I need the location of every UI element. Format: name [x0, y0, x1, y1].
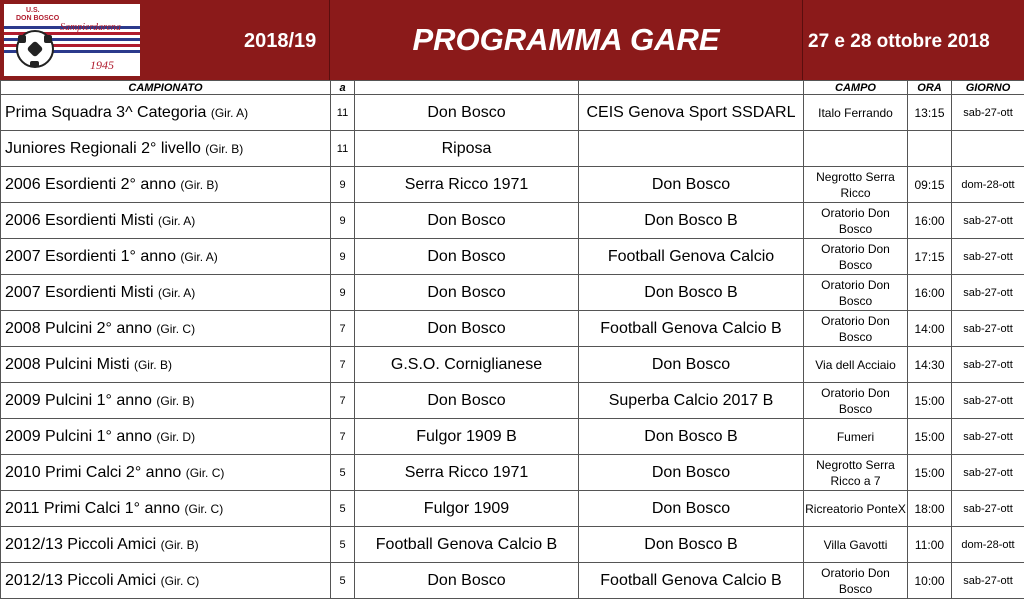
cell-campionato — [1, 131, 331, 167]
cell-a: 7 — [331, 383, 355, 419]
girone-label: (Gir. A) — [180, 249, 218, 264]
cell-campionato — [1, 167, 331, 203]
cell-campionato — [1, 419, 331, 455]
cell-campo: Oratorio Don Bosco — [804, 563, 908, 599]
table-row — [1, 527, 1024, 563]
col-header-a: a — [331, 81, 355, 95]
cell-away-team: Football Genova Calcio — [579, 239, 804, 275]
cell-ora: 13:15 — [908, 95, 952, 131]
cell-home-team: Serra Ricco 1971 — [355, 167, 579, 203]
cell-giorno: sab-27-ott — [952, 563, 1024, 599]
cell-away-team: Don Bosco B — [579, 275, 804, 311]
campionato-name: 2008 Pulcini Misti — [5, 355, 130, 373]
cell-a: 7 — [331, 311, 355, 347]
cell-a: 9 — [331, 239, 355, 275]
cell-campionato — [1, 203, 331, 239]
campionato-name: 2008 Pulcini 2° anno — [5, 319, 152, 337]
cell-campo: Oratorio Don Bosco — [804, 311, 908, 347]
girone-label: (Gir. A) — [210, 105, 249, 120]
table-row — [1, 455, 1024, 491]
cell-away-team: Don Bosco B — [579, 419, 804, 455]
cell-away-team: Don Bosco — [579, 347, 804, 383]
cell-home-team: Football Genova Calcio B — [355, 527, 579, 563]
cell-home-team: G.S.O. Corniglianese — [355, 347, 579, 383]
cell-ora: 11:00 — [908, 527, 952, 563]
header-divider — [802, 0, 803, 80]
girone-label: (Gir. C) — [160, 573, 200, 588]
table-row — [1, 203, 1024, 239]
girone-label: (Gir. A) — [157, 213, 196, 228]
cell-home-team: Don Bosco — [355, 563, 579, 599]
cell-campo: Oratorio Don Bosco — [804, 275, 908, 311]
cell-home-team: Serra Ricco 1971 — [355, 455, 579, 491]
cell-away-team: Football Genova Calcio B — [579, 311, 804, 347]
table-row — [1, 275, 1024, 311]
campionato-name: 2007 Esordienti 1° anno — [5, 247, 176, 265]
logo-name: DON BOSCO — [16, 15, 60, 22]
soccer-ball-icon — [16, 30, 54, 68]
page-title: PROGRAMMA GARE — [412, 22, 720, 57]
campionato-name: Prima Squadra 3^ Categoria — [5, 103, 207, 121]
cell-ora: 18:00 — [908, 491, 952, 527]
cell-away-team: Don Bosco B — [579, 203, 804, 239]
cell-away-team: CEIS Genova Sport SSDARL — [579, 95, 804, 131]
campionato-name: 2006 Esordienti 2° anno — [5, 175, 176, 193]
cell-campionato — [1, 239, 331, 275]
campionato-name: Juniores Regionali 2° livello — [5, 139, 201, 157]
cell-giorno: sab-27-ott — [952, 491, 1024, 527]
cell-a: 7 — [331, 347, 355, 383]
cell-giorno: dom-28-ott — [952, 167, 1024, 203]
cell-home-team: Fulgor 1909 — [355, 491, 579, 527]
col-header-home — [355, 81, 579, 95]
cell-giorno: sab-27-ott — [952, 311, 1024, 347]
girone-label: (Gir. B) — [156, 393, 195, 408]
campionato-name: 2006 Esordienti Misti — [5, 211, 154, 229]
table-row — [1, 311, 1024, 347]
cell-giorno: sab-27-ott — [952, 347, 1024, 383]
cell-ora: 16:00 — [908, 275, 952, 311]
cell-away-team: Don Bosco — [579, 167, 804, 203]
cell-away-team: Superba Calcio 2017 B — [579, 383, 804, 419]
cell-campionato — [1, 311, 331, 347]
cell-home-team: Don Bosco — [355, 239, 579, 275]
cell-campo: Via dell Acciaio — [804, 347, 908, 383]
cell-giorno: sab-27-ott — [952, 203, 1024, 239]
cell-campo: Oratorio Don Bosco — [804, 203, 908, 239]
campionato-name: 2009 Pulcini 1° anno — [5, 427, 152, 445]
table-row — [1, 95, 1024, 131]
table-row — [1, 419, 1024, 455]
cell-campionato — [1, 527, 331, 563]
girone-label: (Gir. B) — [205, 141, 244, 156]
cell-ora: 14:30 — [908, 347, 952, 383]
schedule-table — [0, 80, 1024, 599]
cell-giorno: sab-27-ott — [952, 419, 1024, 455]
cell-away-team: Don Bosco — [579, 455, 804, 491]
cell-campionato — [1, 563, 331, 599]
cell-campionato — [1, 491, 331, 527]
campionato-name: 2012/13 Piccoli Amici — [5, 535, 157, 553]
cell-home-team: Fulgor 1909 B — [355, 419, 579, 455]
girone-label: (Gir. D) — [156, 429, 196, 444]
cell-a: 5 — [331, 491, 355, 527]
cell-ora — [908, 131, 952, 167]
girone-label: (Gir. A) — [157, 285, 196, 300]
table-row — [1, 347, 1024, 383]
girone-label: (Gir. B) — [180, 177, 219, 192]
cell-campo: Negrotto Serra Ricco — [804, 167, 908, 203]
cell-a: 11 — [331, 131, 355, 167]
girone-label: (Gir. C) — [184, 501, 224, 516]
logo-us: U.S. — [26, 7, 40, 14]
girone-label: (Gir. B) — [133, 357, 172, 372]
cell-giorno: sab-27-ott — [952, 239, 1024, 275]
cell-a: 9 — [331, 203, 355, 239]
logo-year: 1945 — [90, 58, 114, 72]
campionato-name: 2011 Primi Calci 1° anno — [5, 499, 181, 517]
cell-away-team: Don Bosco B — [579, 527, 804, 563]
table-row — [1, 167, 1024, 203]
club-logo — [4, 4, 140, 76]
cell-home-team: Don Bosco — [355, 95, 579, 131]
cell-home-team: Don Bosco — [355, 311, 579, 347]
girone-label: (Gir. C) — [185, 465, 225, 480]
col-header-campo: CAMPO — [804, 81, 908, 95]
cell-ora: 15:00 — [908, 455, 952, 491]
cell-away-team — [579, 131, 804, 167]
cell-away-team: Don Bosco — [579, 491, 804, 527]
table-header-row — [1, 81, 1024, 95]
cell-giorno: sab-27-ott — [952, 275, 1024, 311]
cell-campo: Villa Gavotti — [804, 527, 908, 563]
cell-away-team: Football Genova Calcio B — [579, 563, 804, 599]
cell-campo: Ricreatorio PonteX — [804, 491, 908, 527]
table-row — [1, 491, 1024, 527]
cell-giorno: sab-27-ott — [952, 95, 1024, 131]
header-divider — [329, 0, 330, 80]
cell-ora: 15:00 — [908, 383, 952, 419]
header-banner — [0, 0, 1024, 80]
cell-campionato — [1, 347, 331, 383]
cell-a: 5 — [331, 455, 355, 491]
table-row — [1, 383, 1024, 419]
col-header-away — [579, 81, 804, 95]
cell-ora: 17:15 — [908, 239, 952, 275]
cell-campo — [804, 131, 908, 167]
campionato-name: 2007 Esordienti Misti — [5, 283, 154, 301]
cell-ora: 15:00 — [908, 419, 952, 455]
campionato-name: 2010 Primi Calci 2° anno — [5, 463, 182, 481]
campionato-name: 2009 Pulcini 1° anno — [5, 391, 152, 409]
cell-home-team: Riposa — [355, 131, 579, 167]
cell-home-team: Don Bosco — [355, 383, 579, 419]
cell-campo: Negrotto Serra Ricco a 7 — [804, 455, 908, 491]
cell-ora: 10:00 — [908, 563, 952, 599]
cell-ora: 16:00 — [908, 203, 952, 239]
cell-ora: 09:15 — [908, 167, 952, 203]
logo-city: Sampierdarena — [60, 22, 121, 33]
table-row — [1, 131, 1024, 167]
cell-a: 9 — [331, 167, 355, 203]
match-dates: 27 e 28 ottobre 2018 — [808, 31, 990, 52]
cell-a: 5 — [331, 563, 355, 599]
cell-home-team: Don Bosco — [355, 275, 579, 311]
cell-campionato — [1, 455, 331, 491]
cell-campo: Oratorio Don Bosco — [804, 239, 908, 275]
col-header-ora: ORA — [908, 81, 952, 95]
table-row — [1, 239, 1024, 275]
cell-home-team: Don Bosco — [355, 203, 579, 239]
cell-giorno — [952, 131, 1024, 167]
cell-a: 5 — [331, 527, 355, 563]
cell-campo: Italo Ferrando — [804, 95, 908, 131]
cell-campo: Oratorio Don Bosco — [804, 383, 908, 419]
cell-campo: Fumeri — [804, 419, 908, 455]
cell-a: 11 — [331, 95, 355, 131]
season-label: 2018/19 — [244, 30, 317, 52]
cell-giorno: sab-27-ott — [952, 455, 1024, 491]
girone-label: (Gir. C) — [156, 321, 196, 336]
cell-a: 7 — [331, 419, 355, 455]
col-header-campionato: CAMPIONATO — [1, 81, 331, 95]
campionato-name: 2012/13 Piccoli Amici — [5, 571, 157, 589]
cell-ora: 14:00 — [908, 311, 952, 347]
cell-campionato — [1, 95, 331, 131]
cell-a: 9 — [331, 275, 355, 311]
table-row — [1, 563, 1024, 599]
col-header-giorno: GIORNO — [952, 81, 1024, 95]
cell-giorno: sab-27-ott — [952, 383, 1024, 419]
cell-campionato — [1, 275, 331, 311]
cell-campionato — [1, 383, 331, 419]
girone-label: (Gir. B) — [160, 537, 199, 552]
cell-giorno: dom-28-ott — [952, 527, 1024, 563]
